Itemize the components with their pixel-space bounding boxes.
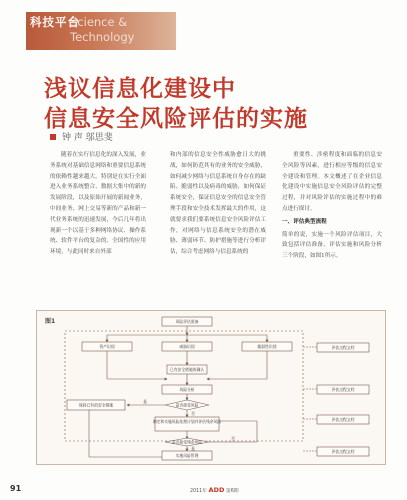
text-start: 风险评估准备 bbox=[175, 319, 199, 324]
figure-label: 图1 bbox=[45, 318, 56, 325]
title-line-2: 信息安全风险评估的实施 bbox=[44, 105, 308, 132]
journal-prefix: 2011年 bbox=[190, 489, 208, 494]
label-no-1: 否 bbox=[191, 411, 195, 416]
category-cn: 科技平台 bbox=[30, 15, 80, 29]
text-record: 实施风险管理 bbox=[175, 453, 199, 458]
text-doc2: 评估过程文档 bbox=[331, 387, 355, 392]
body-column-3 bbox=[282, 150, 382, 262]
text-confirm: 已有安全措施的确认 bbox=[169, 367, 205, 372]
category-en: Science & Technology bbox=[70, 15, 135, 44]
title-line-1: 浅议信息化建设中 bbox=[44, 75, 236, 102]
page-number: 91 bbox=[10, 484, 22, 493]
section-heading: 一、评估典型流程 bbox=[282, 218, 327, 225]
authors bbox=[50, 130, 113, 143]
author-marker bbox=[50, 134, 56, 140]
page-footer bbox=[10, 484, 400, 496]
text-plan: 制定和实施风险处理计划并评估残余风险 bbox=[152, 419, 222, 424]
text-doc3: 评估过程文档 bbox=[331, 417, 355, 422]
journal-brand: ADD bbox=[208, 486, 225, 494]
text-threat: 威胁识别 bbox=[179, 344, 195, 349]
column-3-after: 简单的说，实施一个风险评估项目，大致包括评估准备，评估实施和风险分析三个阶段，如图1所示。 bbox=[282, 231, 382, 260]
label-yes-1: 是 bbox=[143, 399, 147, 404]
author-names: 钟 声 邬思斐 bbox=[62, 133, 113, 143]
text-doc4: 评估过程文档 bbox=[331, 449, 355, 454]
article-title bbox=[44, 74, 308, 134]
label-no-2: 否 bbox=[231, 436, 235, 441]
text-asset: 资产识别 bbox=[99, 344, 115, 349]
text-vuln: 脆弱性识别 bbox=[257, 344, 277, 349]
figure-1 bbox=[36, 310, 386, 465]
category-header bbox=[26, 12, 176, 50]
journal-info bbox=[190, 486, 239, 494]
text-analysis: 风险分析 bbox=[179, 387, 195, 392]
flowchart bbox=[37, 311, 387, 466]
text-doc1: 评估过程文档 bbox=[331, 345, 355, 350]
label-yes-2: 是 bbox=[191, 446, 195, 451]
text-accept2: 是否接受残余风险 bbox=[171, 439, 203, 445]
text-keep: 保持已有的安全措施 bbox=[78, 402, 114, 408]
body-column-1: 随着在实行信息化的深入发展，业务系统对基础信息网络和重要信息系统的依赖性越来越大。特别是在实行全面进入业务系统整合、数据大集中的新的发展阶段，以及原始开展的新闻业务，中间业务、网上交易等新的产品和新一代业务系统的迅速发展，今后几年将出现新一个以基于多种网络协议、操作系统、软件平台的复杂的、全国性的应用环境，与此同时来自外部 bbox=[50, 152, 146, 256]
journal-suffix: 第6期 bbox=[225, 489, 239, 494]
body-column-2: 和内部的信息安全性威胁愈日大的挑战，如何防范其有的业务的安全威胁，如何减少网络与信息系统自身存在的缺陷、脆弱性以及病毒的威胁，如何保证系统安全，保证信息安全的信息安全管理手段和安全技术发挥最大的作用，这就要求我们要系统信息安全风险评估工作，对网络与信息系统安全的潜在威胁、薄弱环节、防护措施等进行分析评估，综合考虑网络与信息系统的 bbox=[170, 152, 266, 256]
column-3-text: 重要性、涉密程度和面临的信息安全风险等因素，进行相应等级的信息安全建设和管理。本文概述了在企业信息化建设中实施信息安全风险评估的完整过程，并对风险评估的实施过程中的难点进行探讨。 bbox=[282, 152, 382, 212]
text-accept: 是否接受风险 bbox=[175, 402, 199, 408]
